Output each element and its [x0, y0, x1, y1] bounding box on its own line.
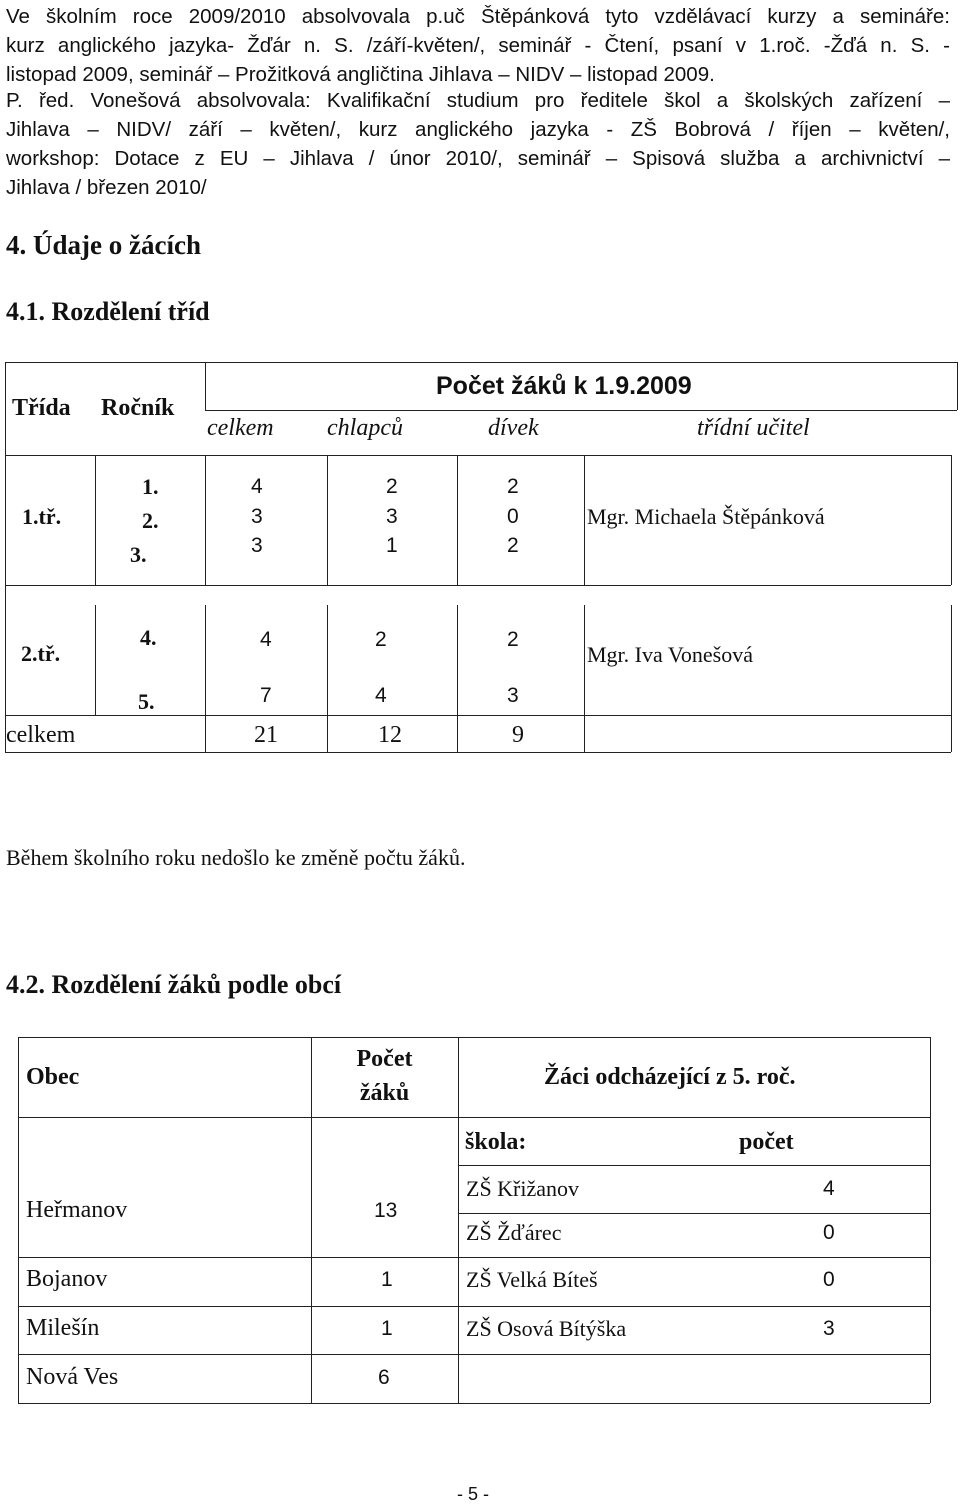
- table2-border: [18, 1037, 19, 1403]
- section-heading: 4. Údaje o žácích: [6, 230, 201, 260]
- grade: 2.: [142, 508, 159, 533]
- municipality-name: Heřmanov: [26, 1197, 128, 1223]
- director-paragraph: [6, 86, 950, 202]
- school-name: ZŠ Osová Bítýška: [466, 1316, 627, 1341]
- table1-border: [5, 455, 951, 456]
- header-rocnik: Ročník: [101, 395, 175, 421]
- class-teacher: Mgr. Michaela Štěpánková: [587, 504, 825, 529]
- count-total: 4: [260, 628, 272, 651]
- count-girls: 2: [507, 534, 519, 557]
- table1-border: [457, 605, 458, 752]
- count-girls: 0: [507, 505, 519, 528]
- table1-border: [327, 605, 328, 752]
- municipality-name: Milešín: [26, 1315, 100, 1341]
- intro-line: listopad 2009, seminář – Prožitková angličtina Jihlava – NIDV – listopad 2009.: [6, 63, 715, 86]
- class-name: 1.tř.: [22, 504, 62, 529]
- table2-border: [18, 1403, 930, 1404]
- count-girls: 3: [507, 684, 519, 707]
- count-girls: 2: [507, 475, 519, 498]
- subsection-heading-2: 4.2. Rozdělení žáků podle obcí: [6, 970, 342, 999]
- count-boys: 2: [375, 628, 387, 651]
- header-pocet: Počet žáků k 1.9.2009: [436, 372, 692, 400]
- table1-border: [5, 362, 957, 363]
- count-total: 7: [260, 684, 272, 707]
- table1-border: [5, 362, 6, 752]
- count-total: 3: [251, 534, 263, 557]
- table1-border: [951, 455, 952, 585]
- table2-border: [930, 1037, 931, 1403]
- total-chlapcu: 12: [378, 722, 402, 748]
- header-pocet: Počet: [356, 1046, 413, 1072]
- table1-border: [95, 455, 96, 585]
- header-obec: Obec: [26, 1064, 80, 1090]
- intro-line: kurz anglického jazyka- Žďár n. S. /září-květen/, seminář - Čtení, psaní v 1.roč. -Žďá n. S. -: [6, 34, 950, 57]
- table1-border: [95, 605, 96, 715]
- table1-border: [205, 605, 206, 752]
- table1-border: [205, 455, 206, 585]
- municipality-name: Bojanov: [26, 1266, 108, 1292]
- class-teacher: Mgr. Iva Vonešová: [587, 642, 754, 667]
- header-divek: dívek: [488, 415, 539, 441]
- director-line: workshop: Dotace z EU – Jihlava / únor 2010/, seminář – Spisová služba a archivnictví –: [6, 147, 950, 170]
- table2-border: [18, 1117, 930, 1118]
- table2-border: [18, 1306, 930, 1307]
- subsection-heading-1: 4.1. Rozdělení tříd: [6, 297, 210, 326]
- intro-line: Ve školním roce 2009/2010 absolvovala p.uč Štěpánková tyto vzdělávací kurzy a semináře:: [6, 5, 950, 28]
- class-name: 2.tř.: [21, 641, 61, 666]
- school-count: 0: [823, 1221, 835, 1244]
- table1-border: [5, 715, 951, 716]
- municipality-name: Nová Ves: [26, 1364, 119, 1390]
- count-boys: 1: [386, 534, 398, 557]
- grade: 1.: [142, 474, 159, 499]
- table2-border: [18, 1257, 930, 1258]
- table1-border: [205, 362, 206, 410]
- count-boys: 2: [386, 475, 398, 498]
- note-text: Během školního roku nedošlo ke změně počtu žáků.: [6, 845, 466, 870]
- table2-border: [18, 1037, 930, 1038]
- table1-border: [457, 455, 458, 585]
- table2-border: [18, 1354, 930, 1355]
- table1-border: [957, 362, 958, 410]
- count-total: 4: [251, 475, 263, 498]
- header-school-count: počet: [739, 1129, 794, 1155]
- count-boys: 4: [375, 684, 387, 707]
- municipality-count: 6: [378, 1366, 390, 1389]
- intro-paragraph: [6, 2, 950, 89]
- grade: 3.: [130, 542, 147, 567]
- director-line: Jihlava / březen 2010/: [6, 176, 207, 199]
- table1-border: [205, 410, 957, 411]
- grade: 4.: [140, 625, 157, 650]
- table1-border: [951, 605, 952, 752]
- table1-border: [5, 585, 951, 586]
- school-count: 3: [823, 1317, 835, 1340]
- municipality-count: 13: [374, 1199, 398, 1222]
- municipality-count: 1: [381, 1268, 393, 1291]
- header-skola: škola:: [465, 1129, 527, 1155]
- director-line: P. řed. Vonešová absolvovala: Kvalifikační studium pro ředitele škol a školských zařízení –: [6, 89, 950, 112]
- grade: 5.: [138, 689, 155, 714]
- total-label: celkem: [6, 722, 76, 748]
- table1-border: [584, 605, 585, 752]
- table1-border: [327, 455, 328, 585]
- school-name: ZŠ Křižanov: [466, 1176, 580, 1201]
- header-ucitel: třídní učitel: [697, 415, 810, 441]
- count-total: 3: [251, 505, 263, 528]
- header-odchazejici: Žáci odcházející z 5. roč.: [544, 1064, 796, 1090]
- school-name: ZŠ Velká Bíteš: [466, 1267, 598, 1292]
- header-pocet: žáků: [359, 1080, 410, 1106]
- school-name: ZŠ Žďárec: [466, 1220, 562, 1245]
- header-celkem: celkem: [207, 415, 274, 441]
- table2-border: [458, 1037, 459, 1403]
- table1-border: [5, 752, 951, 753]
- municipality-count: 1: [381, 1317, 393, 1340]
- header-trida: Třída: [12, 395, 71, 421]
- table2-border: [458, 1165, 930, 1166]
- school-count: 0: [823, 1268, 835, 1291]
- header-chlapcu: chlapců: [327, 415, 403, 441]
- table2-border: [458, 1213, 930, 1214]
- total-celkem: 21: [254, 722, 278, 748]
- count-boys: 3: [386, 505, 398, 528]
- director-line: Jihlava – NIDV/ září – květen/, kurz anglického jazyka - ZŠ Bobrová / říjen – květen/,: [6, 118, 950, 141]
- school-count: 4: [823, 1177, 835, 1200]
- count-girls: 2: [507, 628, 519, 651]
- table1-border: [584, 455, 585, 585]
- page-number: - 5 -: [457, 1484, 490, 1504]
- total-divek: 9: [512, 722, 524, 748]
